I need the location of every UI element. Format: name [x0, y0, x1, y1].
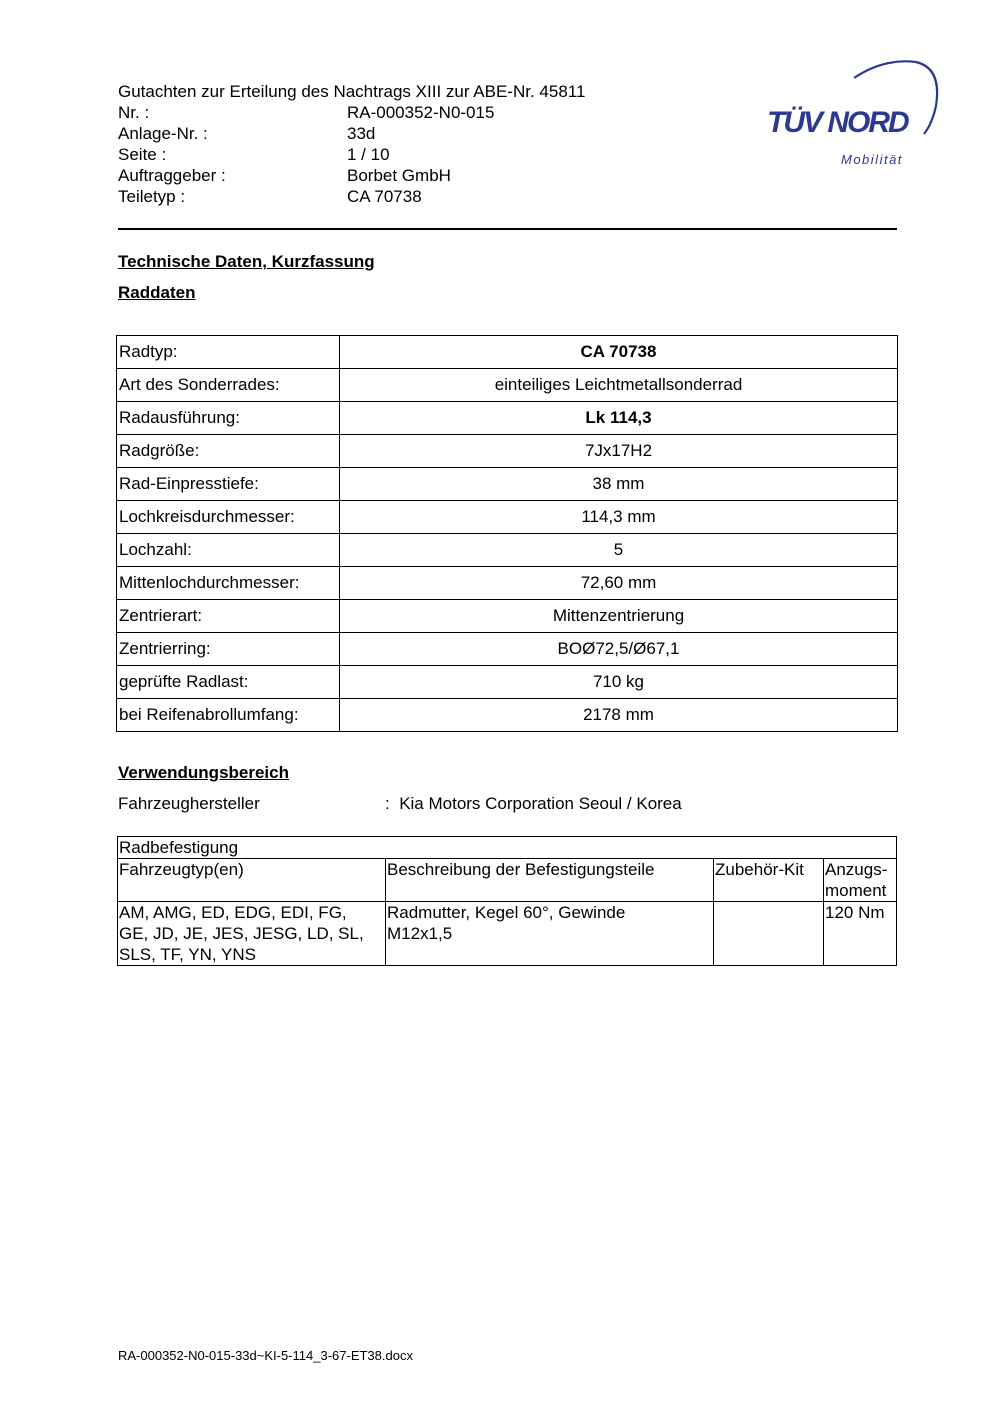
- header-divider: [118, 228, 897, 230]
- row-value: BOØ72,5/Ø67,1: [340, 633, 898, 666]
- meta-value: Borbet GmbH: [347, 166, 451, 185]
- meta-value: 33d: [347, 124, 376, 143]
- mounting-title: Radbefestigung: [118, 837, 897, 859]
- cell-types: [118, 902, 386, 966]
- section-heading-tech: Technische Daten, Kurzfassung: [118, 252, 375, 271]
- usage-label: Fahrzeughersteller: [118, 794, 260, 813]
- header-types: Fahrzeugtyp(en): [118, 859, 386, 902]
- row-label: Mittenlochdurchmesser:: [117, 567, 340, 600]
- usage-value-wrap: [385, 794, 682, 814]
- table-row: [117, 666, 898, 699]
- row-value: Lk 114,3: [340, 402, 898, 435]
- row-value: einteiliges Leichtmetallsonderrad: [340, 369, 898, 402]
- logo-wordmark: TÜV NORD: [767, 106, 908, 139]
- row-label: Zentrierring:: [117, 633, 340, 666]
- table-row: [117, 600, 898, 633]
- meta-value: CA 70738: [347, 187, 422, 206]
- meta-label: Seite :: [118, 145, 167, 164]
- row-label: Art des Sonderrades:: [117, 369, 340, 402]
- meta-value: 1 / 10: [347, 145, 390, 164]
- meta-label: Auftraggeber :: [118, 166, 226, 185]
- row-label: Radausführung:: [117, 402, 340, 435]
- meta-value: RA-000352-N0-015: [347, 103, 495, 122]
- row-label: Rad-Einpresstiefe:: [117, 468, 340, 501]
- table-row: [117, 435, 898, 468]
- table-row: [118, 902, 897, 966]
- types-line: SLS, TF, YN, YNS: [119, 945, 257, 964]
- table-row: [117, 369, 898, 402]
- table-row: [117, 336, 898, 369]
- row-label: Lochkreisdurchmesser:: [117, 501, 340, 534]
- row-value: CA 70738: [340, 336, 898, 369]
- types-line: AM, AMG, ED, EDG, EDI, FG,: [119, 903, 347, 922]
- meta-label: Teiletyp :: [118, 187, 186, 206]
- footer-filename: RA-000352-N0-015-33d~KI-5-114_3-67-ET38.docx: [118, 1348, 413, 1363]
- row-label: Radtyp:: [117, 336, 340, 369]
- row-label: Radgröße:: [117, 435, 340, 468]
- description-line: Radmutter, Kegel 60°, Gewinde: [387, 903, 626, 922]
- cell-torque: 120 Nm: [824, 902, 897, 966]
- mounting-table: [117, 836, 897, 966]
- logo-subtitle: Mobilität: [841, 152, 903, 167]
- cell-kit: [714, 902, 824, 966]
- row-label: bei Reifenabrollumfang:: [117, 699, 340, 732]
- table-row: [117, 633, 898, 666]
- types-line: GE, JD, JE, JES, JESG, LD, SL,: [119, 924, 364, 943]
- meta-label: Nr. :: [118, 103, 150, 122]
- row-value: 72,60 mm: [340, 567, 898, 600]
- section-heading-usage: Verwendungsbereich: [118, 763, 289, 782]
- header-kit: Zubehör-Kit: [714, 859, 824, 902]
- row-value: 5: [340, 534, 898, 567]
- usage-manufacturer-line: [118, 794, 682, 814]
- row-value: 114,3 mm: [340, 501, 898, 534]
- cell-description: [386, 902, 714, 966]
- tuv-nord-logo: [764, 56, 944, 172]
- meta-label: Anlage-Nr. :: [118, 124, 208, 143]
- table-row: [117, 534, 898, 567]
- header-torque-line2: moment: [825, 881, 887, 900]
- table-row: [118, 837, 897, 859]
- header-description: Beschreibung der Befestigungsteile: [386, 859, 714, 902]
- row-value: 2178 mm: [340, 699, 898, 732]
- row-value: 7Jx17H2: [340, 435, 898, 468]
- table-row: [118, 859, 897, 902]
- table-row: [117, 567, 898, 600]
- table-row: [117, 699, 898, 732]
- row-value: Mittenzentrierung: [340, 600, 898, 633]
- header-torque-line1: Anzugs-: [825, 860, 888, 879]
- row-label: Zentrierart:: [117, 600, 340, 633]
- usage-value: Kia Motors Corporation Seoul / Korea: [399, 794, 682, 813]
- usage-colon: :: [385, 794, 390, 813]
- table-row: [117, 501, 898, 534]
- document-title: Gutachten zur Erteilung des Nachtrags XIII zur ABE-Nr. 45811: [118, 82, 586, 101]
- header-torque: [824, 859, 897, 902]
- wheel-data-table: [116, 335, 898, 732]
- row-value: 38 mm: [340, 468, 898, 501]
- table-row: [117, 468, 898, 501]
- section-heading-wheel: Raddaten: [118, 283, 196, 302]
- description-line: M12x1,5: [387, 924, 453, 943]
- row-label: Lochzahl:: [117, 534, 340, 567]
- table-row: [117, 402, 898, 435]
- row-value: 710 kg: [340, 666, 898, 699]
- row-label: geprüfte Radlast:: [117, 666, 340, 699]
